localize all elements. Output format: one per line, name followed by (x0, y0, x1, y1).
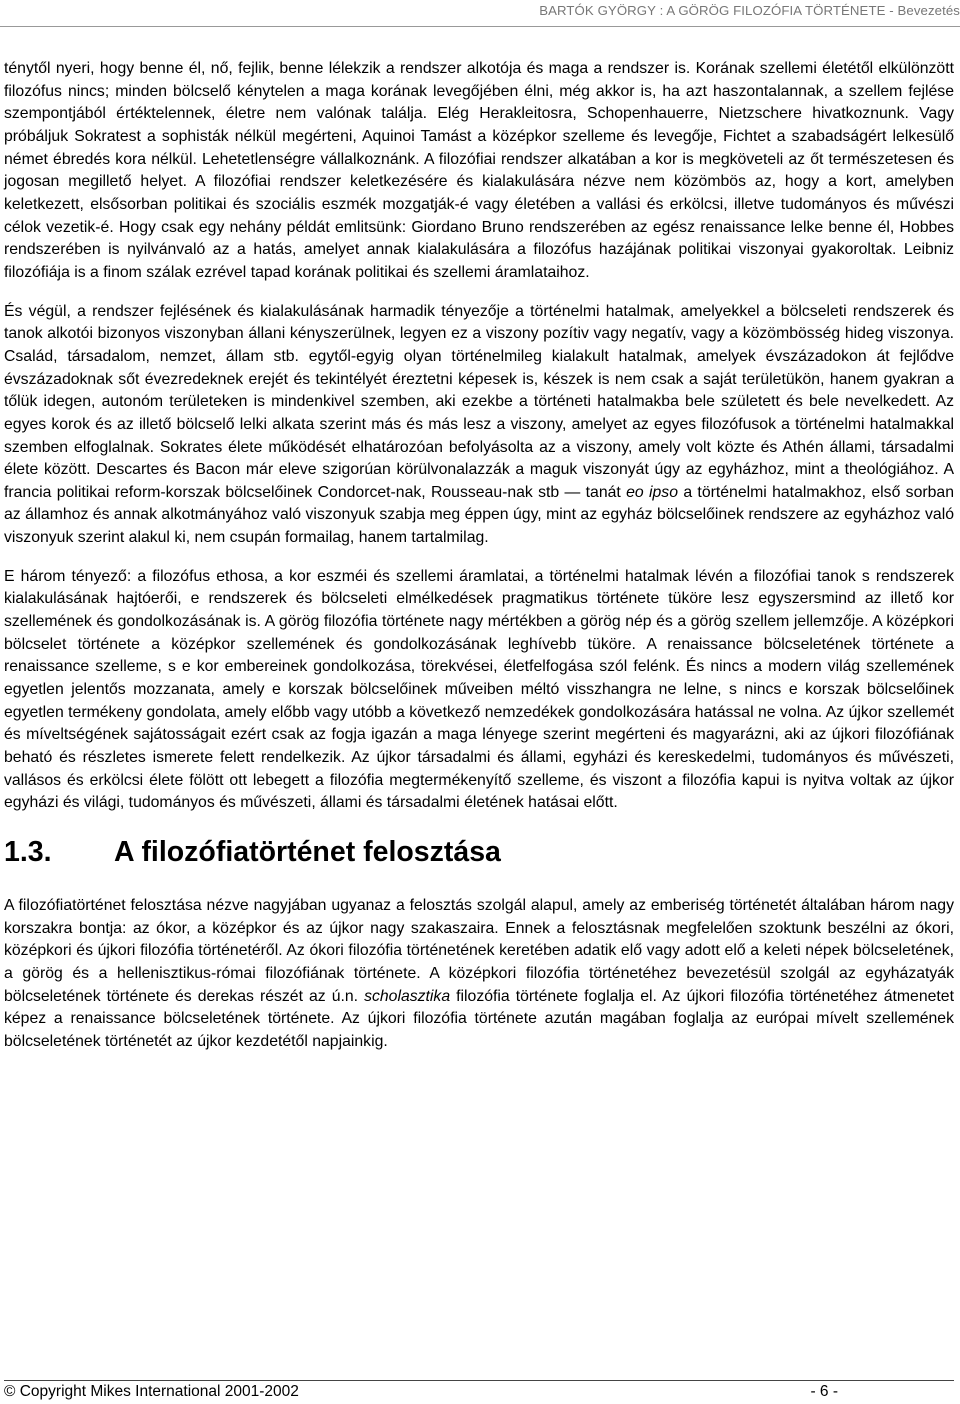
paragraph-2-tail: a történelmi hatalmakhoz, első sorban az államhoz és annak alkotmányához való viszonyuk szabja meg éppen úgy, mint az egyház bölcselőinek rendszere az egyházhoz való viszonyuk szerint alakul ki, nem csupán formailag, hanem tartalmilag. (4, 483, 954, 547)
footer-copyright: © Copyright Mikes International 2001-2002 (4, 1383, 299, 1400)
paragraph-1 (4, 58, 954, 285)
paragraph-1-text: ténytől nyeri, hogy benne él, nő, fejlik, benne lélekzik a rendszer alkotója és maga a rendszer is. Korának szellemi életétől elkülönzött filozófus nincs; minden bölcselő kénytelen a maga korának levegőjében élni, még akkor is, ha azt haszontalannak, a szellem fejlése szempontjából értéktelennek, életre nem valónak találja. Elég Herakleitosra, Schopenhauerre, Nietzschere hivatkoznunk. Vagy próbáljuk Sokratest a sophisták nélkül megérteni, Aquinoi Tamást a középkor szelleme és levegője, Fichtet a szabadságért lelkesülő német ébredés kora nélkül. Lehetetlenségre vállalkoznánk. A filozófiai rendszer alkatában a kor is megköveteli az őt természetesen és jogosan megillető helyet. A filozófiai rendszer keletkezésére és kialakulására nézve nem közömbös az, hogy a kort, amelyben keletkezett, elsősorban politikai és szociális eszmék mozgatják-é vagy életében a vallási és erkölcsi, illetve tudományos és művészi célok vezetik-é. Hogy csak egy nehány példát emlitsünk: Giordano Bruno rendszerében az egész renaissance lelke benne él, Hobbes rendszerében is nyilvánvaló az a hatás, amelyet annak kialakulására a filozófus hazájának politikai viszonyai gyakoroltak. Leibniz filozófiája is a finom szálak ezrével tapad korának politikai és szellemi áramlataihoz. (4, 60, 954, 281)
paragraph-4 (4, 895, 954, 1054)
paragraph-4-italic: scholasztika (364, 987, 451, 1005)
paragraph-3-text: E három tényező: a filozófus ethosa, a kor eszméi és szellemi áramlatai, a történelmi hatalmak lévén a filozófiai tanok s rendszerek kialakulásának hajtóerői, e rendszerek és bölcseleti elmélkedések pragmatikus története tüköre lesz egyszersmind az illető kor szellemének és gondolkozásának is. A görög filozófia története nagy mértékben a görög nép és a görög szellem jellemzője. A középkori bölcselet története a középkor szellemének és gondolkozásának leghívebb tüköre. A renaissance bölcseletének története a renaissance szelleme, s e kor embereinek gondolkozása, törekvései, életfelfogása szól felénk. És nincs a modern világ szellemének egyetlen jelentős mozzanata, amely e korszak bölcselőinek műveiben méltó visszhangra ne lelne, s nincs e korszak bölcselőinek egyetlen termékeny gondolata, amely előbb vagy utóbb a következő nemzedékek gondolkozására hatással ne volna. Az újkor szellemét és míveltségének sajátosságait ezért csak az fogja igazán a maga lényege szerint megérteni és magyarázni, aki az újkori filozófiának beható és részletes ismerete felett rendelkezik. Az újkor társadalmi és állami, egyházi és kereskedelmi, tudományos és művészeti, vallásos és erkölcsi élete fölött ott lebegett a filozófia megtermékenyítő szelleme, és viszont a filozófia kapui is nyitva voltak az újkor egyházi és világi, tudományos és művészeti, állami és társadalmi életének hatásai előtt. (4, 567, 954, 812)
page-header (0, 0, 960, 26)
header-divider (0, 26, 960, 27)
document-body (4, 58, 954, 1054)
paragraph-3 (4, 566, 954, 815)
page-number: - 6 - (810, 1383, 838, 1400)
paragraph-2 (4, 301, 954, 550)
paragraph-4-text: A filozófiatörténet felosztása nézve nagyjában ugyanaz a felosztás szolgál alapul, amely az emberiség történetét általában három nagy korszakra bontja: az ókor, a középkor és az újkor nagy szakaszaira. Ennek a felosztásnak megfelelően szoktunk beszélni az ókori, középkori és újkori filozófia történetéről. Az ókori filozófia történetének keretében adatik elő vagy adott elő a keleti népek bölcseletének, a görög és a hellenisztikus-római filozófiának története. A középkori filozófia történetéhez bevezetésül szolgál az egyházatyák bölcseletének története és derekas részét az ú.n. (4, 897, 954, 1005)
section-heading (4, 835, 954, 869)
paragraph-2-text: És végül, a rendszer fejlésének és kialakulásának harmadik tényezője a történelmi hatalmak, amelyekkel a bölcseleti rendszerek és tanok alkotói bizonyos viszonyban állani kényszerülnek, legyen ez a viszony pozítiv vagy negatív, vagy a közömbösség hideg viszonya. Család, társadalom, nemzet, állam stb. egytől-egyig olyan történelmileg kialakult hatalmak, amelyek évszázadokon át fejlődve évszázadoknak sőt évezredeknek erejét és tekintélyét éreztetni képesek is, készek is nem csak a saját területükön, hanem gyakran a tőlük idegen, autonóm területeken is mindenkivel szemben, aki ezekbe a történeti hatalmakba bele született és bele nevelkedett. Az egyes korok és az illető bölcselő lelki alkata szerint más és más lesz a viszony, amelyet az egyes filozófusok a történelmi hatalmakkal szemben elfoglalnak. Sokrates élete működését elhatározóan befolyásolta az a viszony, amely volt közte és Athén állami, társadalmi élete között. Descartes és Bacon már eleve szigorúan körülvonalazzák a maguk viszonyát úgy az egyházhoz, mint a theológiához. A francia politikai reform-korszak bölcselőinek Condorcet-nak, Rousseau-nak stb — tanát (4, 302, 954, 501)
running-header-title: BARTÓK GYÖRGY : A GÖRÖG FILOZÓFIA TÖRTÉNETE - Bevezetés (539, 3, 960, 18)
paragraph-4-tail: filozófia története foglalja el. Az újkori filozófia történetéhez átmenetet képez a renaissance bölcseletének története. Az újkori filozófia története azután magában foglalja az európai mívelt szellemének bölcseletének történetét az újkor kezdetétől napjainkig. (4, 987, 954, 1050)
section-title: A filozófiatörténet felosztása (114, 836, 501, 868)
paragraph-2-italic: eo ipso (626, 483, 678, 501)
page-footer (4, 1380, 954, 1404)
section-number: 1.3. (4, 836, 52, 868)
